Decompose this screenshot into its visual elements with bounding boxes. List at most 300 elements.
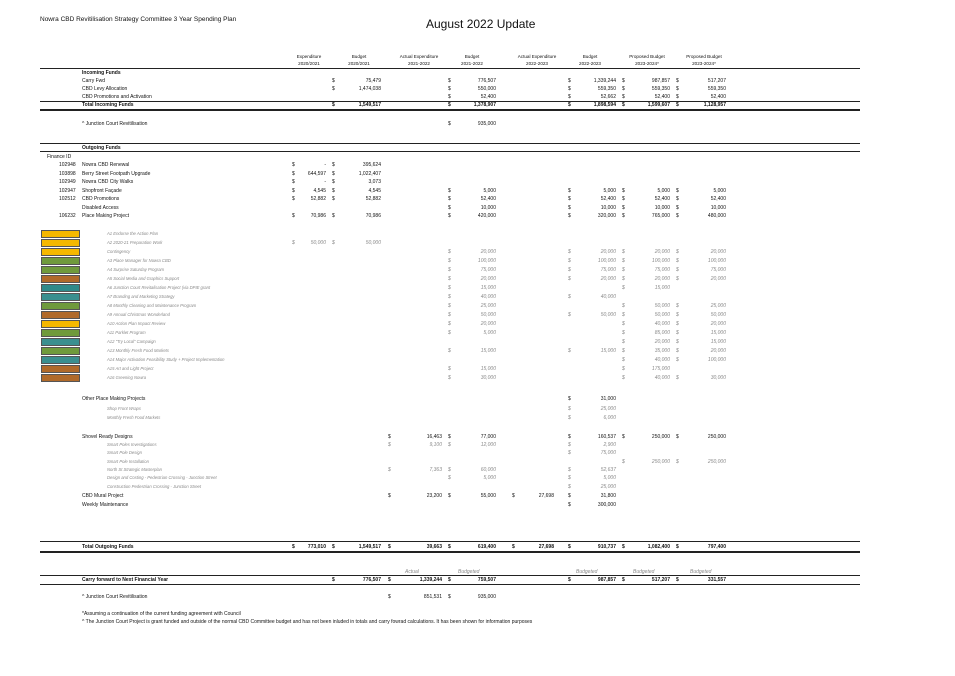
currency-sign: $ — [676, 249, 679, 255]
action-value: 40,000 — [480, 294, 496, 300]
currency-sign: $ — [622, 258, 625, 264]
shovel-sub-label: Design and Costing - Pedestrian Crossing - Junction Street — [107, 475, 217, 481]
column-header-line1: Proposed Budget — [686, 54, 722, 59]
action-color-box — [41, 239, 80, 247]
shovel-sub-value: 25,000 — [600, 483, 616, 490]
currency-sign: $ — [448, 366, 451, 372]
currency-sign: $ — [622, 213, 625, 219]
column-header-line1: Proposed Budget — [629, 54, 665, 59]
action-item-label: A3 Place Manager for Nowra CBD — [107, 258, 171, 263]
document-title: Nowra CBD Revitilisation Strategy Committee 3 Year Spending Plan — [40, 16, 237, 23]
currency-sign: $ — [568, 204, 571, 211]
currency-sign: $ — [676, 330, 679, 336]
currency-sign: $ — [568, 475, 571, 482]
currency-sign: $ — [388, 434, 391, 440]
incoming-total-value: 1,549,517 — [358, 102, 381, 108]
currency-sign: $ — [568, 294, 571, 300]
currency-sign: $ — [448, 196, 451, 202]
currency-sign: $ — [448, 121, 451, 127]
currency-sign: $ — [512, 544, 515, 550]
divider-line — [40, 109, 860, 111]
total-outgoing-value: 797,400 — [707, 544, 726, 550]
currency-sign: $ — [292, 170, 295, 177]
action-item-label: A6 Junction Court Revitalisation Project (via DPIE grant — [107, 285, 211, 290]
other-sub-label: Monthly Fresh Food Markets — [107, 415, 161, 420]
currency-sign: $ — [448, 258, 451, 264]
outgoing-row-label: CBD Promotions — [82, 196, 120, 202]
action-color-box — [41, 257, 80, 265]
junction-value: 935,000 — [477, 121, 496, 127]
outgoing-value: 395,624 — [362, 162, 381, 168]
currency-sign: $ — [568, 213, 571, 219]
outgoing-value: 420,000 — [477, 213, 496, 219]
footnote: *Assuming a continuation of the current funding agreement with Council — [82, 611, 241, 617]
currency-sign: $ — [448, 187, 451, 194]
currency-sign: $ — [448, 94, 451, 100]
carry-tag: Budgeted — [633, 569, 655, 575]
divider-line — [40, 541, 860, 542]
incoming-value: 550,000 — [477, 86, 496, 92]
outgoing-value: 52,400 — [654, 196, 670, 202]
action-color-box — [41, 356, 80, 364]
currency-sign: $ — [622, 303, 625, 309]
outgoing-value: 52,882 — [310, 196, 326, 202]
total-outgoing-value: 619,400 — [477, 544, 496, 550]
currency-sign: $ — [622, 312, 625, 318]
action-item-label: A13 Monthly Fresh Food Markets — [107, 348, 169, 353]
currency-sign: $ — [568, 466, 571, 473]
outgoing-value: 10,000 — [654, 204, 670, 211]
currency-sign: $ — [332, 213, 335, 219]
currency-sign: $ — [622, 86, 625, 92]
shovel-sub-value: 2,900 — [603, 442, 616, 448]
column-header-line1: Budget — [582, 54, 598, 59]
currency-sign: $ — [332, 78, 335, 84]
total-outgoing-value: 1,082,400 — [647, 544, 670, 550]
action-item-label: A4 Surprise Saturday Program — [107, 267, 165, 272]
outgoing-value: 52,400 — [480, 196, 496, 202]
currency-sign: $ — [568, 442, 571, 448]
currency-sign: $ — [676, 321, 679, 327]
outgoing-row-label: Nowra CBD Renewal — [82, 162, 130, 168]
action-value: 75,000 — [654, 267, 670, 273]
currency-sign: $ — [292, 544, 295, 550]
outgoing-value: 70,986 — [365, 213, 381, 219]
incoming-value: 52,400 — [710, 94, 726, 100]
finance-id: 106232 — [59, 213, 76, 219]
column-header-line1: Expenditure — [296, 54, 322, 59]
action-color-box — [41, 230, 80, 238]
currency-sign: $ — [388, 466, 391, 473]
currency-sign: $ — [448, 375, 451, 381]
currency-sign: $ — [448, 249, 451, 255]
currency-sign: $ — [676, 434, 679, 440]
currency-sign: $ — [448, 348, 451, 354]
action-value: 50,000 — [480, 312, 496, 318]
action-color-box — [41, 275, 80, 283]
action-value: 20,000 — [480, 321, 496, 327]
finance-id: 102512 — [59, 196, 76, 202]
outgoing-value: 52,400 — [600, 196, 616, 202]
action-value: 100,000 — [597, 258, 616, 264]
incoming-value: 52,662 — [600, 94, 616, 100]
currency-sign: $ — [676, 267, 679, 273]
action-value: 100,000 — [651, 258, 670, 264]
currency-sign: $ — [448, 475, 451, 482]
outgoing-value: 3,073 — [368, 179, 381, 185]
currency-sign: $ — [448, 204, 451, 211]
column-header-line1: Budget — [464, 54, 480, 59]
outgoing-value: 5,000 — [603, 187, 616, 194]
currency-sign: $ — [622, 249, 625, 255]
currency-sign: $ — [622, 458, 625, 465]
shovel-sub-value: 75,000 — [600, 450, 616, 457]
currency-sign: $ — [622, 357, 625, 363]
currency-sign: $ — [622, 577, 625, 583]
outgoing-value: - — [324, 179, 326, 185]
mural-value: 55,000 — [480, 493, 496, 499]
outgoing-value: 4,545 — [368, 187, 381, 194]
action-value: 40,000 — [654, 375, 670, 381]
incoming-value: 517,207 — [707, 78, 726, 84]
divider-line — [40, 584, 860, 585]
action-value: 100,000 — [707, 357, 726, 363]
carry-forward-value: 759,507 — [477, 577, 496, 583]
action-value: 75,000 — [480, 267, 496, 273]
currency-sign: $ — [332, 179, 335, 185]
action-value: 50,000 — [310, 240, 326, 246]
currency-sign: $ — [332, 577, 335, 583]
junction-label: ^ Junction Court Revitilisation — [82, 121, 148, 127]
currency-sign: $ — [448, 493, 451, 499]
currency-sign: $ — [292, 187, 295, 194]
currency-sign: $ — [512, 493, 515, 499]
currency-sign: $ — [568, 502, 571, 508]
incoming-value: 776,507 — [477, 78, 496, 84]
currency-sign: $ — [676, 94, 679, 100]
action-value: 50,000 — [710, 312, 726, 318]
footnote: ^ The Junction Court Project is grant funded and outside of the normal CBD Committee budget and has not been inluded in totals and carry fowrad calculations. It has been shown for information purposes — [82, 619, 533, 625]
action-item-label: A14 Major Activation Feasibility Study + Project Implementation — [107, 357, 225, 362]
incoming-total-value: 1,898,594 — [593, 102, 616, 108]
shovel-sub-value: 5,000 — [603, 475, 616, 482]
junction2-value: 851,531 — [423, 594, 442, 600]
finance-id: 102948 — [59, 162, 76, 168]
currency-sign: $ — [622, 321, 625, 327]
currency-sign: $ — [568, 483, 571, 490]
incoming-value: 559,350 — [651, 86, 670, 92]
currency-sign: $ — [568, 196, 571, 202]
column-header-line2: 2023-2024* — [692, 61, 716, 66]
outgoing-row-label: Nowra CBD City Walks — [82, 179, 134, 185]
action-color-box — [41, 320, 80, 328]
currency-sign: $ — [568, 249, 571, 255]
incoming-value: 987,857 — [651, 78, 670, 84]
action-color-box — [41, 284, 80, 292]
shovel-sub-label: Smart Poles Investigations — [107, 442, 157, 447]
outgoing-value: - — [324, 162, 326, 168]
weekly-value: 300,000 — [597, 502, 616, 508]
incoming-total-label: Total Incoming Funds — [82, 102, 134, 108]
currency-sign: $ — [448, 434, 451, 440]
outgoing-heading: Outgoing Funds — [82, 145, 121, 151]
column-header-line2: 2020/2021 — [298, 61, 320, 66]
column-header-line1: Actual Expenditure — [517, 54, 557, 59]
currency-sign: $ — [676, 577, 679, 583]
action-color-box — [41, 374, 80, 382]
outgoing-value: 10,000 — [480, 204, 496, 211]
currency-sign: $ — [448, 303, 451, 309]
other-sub-value: 6,000 — [603, 415, 616, 421]
action-value: 40,000 — [654, 321, 670, 327]
currency-sign: $ — [568, 450, 571, 457]
action-item-label: A10 Action Plan Impact Review — [107, 321, 166, 326]
currency-sign: $ — [622, 276, 625, 282]
column-header — [332, 53, 386, 67]
outgoing-row-label: Disabled Access — [82, 204, 119, 211]
incoming-value: 52,400 — [654, 94, 670, 100]
currency-sign: $ — [676, 339, 679, 345]
currency-sign: $ — [676, 86, 679, 92]
currency-sign: $ — [388, 594, 391, 600]
currency-sign: $ — [622, 339, 625, 345]
currency-sign: $ — [676, 544, 679, 550]
currency-sign: $ — [292, 240, 295, 246]
shovel-heading: Shovel Ready Designs — [82, 434, 133, 440]
junction2-label: ^ Junction Court Revitilisation — [82, 594, 148, 600]
currency-sign: $ — [622, 348, 625, 354]
currency-sign: $ — [676, 303, 679, 309]
action-item-label: A8 Monthly Cleaning and Maintenance Program — [107, 303, 197, 308]
action-value: 100,000 — [707, 258, 726, 264]
carry-forward-value: 987,857 — [597, 577, 616, 583]
currency-sign: $ — [448, 321, 451, 327]
column-header-line2: 2023-2024* — [635, 61, 659, 66]
currency-sign: $ — [332, 240, 335, 246]
finance-id: 102947 — [59, 187, 76, 194]
shovel-sub-value: 250,000 — [707, 458, 726, 465]
currency-sign: $ — [676, 357, 679, 363]
outgoing-value: 10,000 — [710, 204, 726, 211]
divider-line — [40, 575, 860, 576]
currency-sign: $ — [568, 434, 571, 440]
currency-sign: $ — [622, 78, 625, 84]
incoming-value: 559,350 — [707, 86, 726, 92]
mural-value: 31,800 — [600, 493, 616, 499]
currency-sign: $ — [568, 544, 571, 550]
action-value: 15,000 — [710, 330, 726, 336]
currency-sign: $ — [448, 577, 451, 583]
shovel-sub-value: 12,000 — [480, 442, 496, 448]
action-value: 15,000 — [480, 366, 496, 372]
shovel-sub-value: 7,363 — [429, 466, 442, 473]
incoming-total-value: 1,378,907 — [473, 102, 496, 108]
action-item-label: Contingency — [107, 249, 131, 254]
incoming-row-label: CBD Levy Allocation — [82, 86, 128, 92]
action-color-box — [41, 302, 80, 310]
total-outgoing-value: 27,698 — [538, 544, 554, 550]
action-value: 50,000 — [654, 303, 670, 309]
currency-sign: $ — [622, 204, 625, 211]
action-item-label: A9 Annual Christmas Wonderland — [107, 312, 170, 317]
action-color-box — [41, 248, 80, 256]
incoming-total-value: 1,599,607 — [647, 102, 670, 108]
currency-sign: $ — [388, 442, 391, 448]
outgoing-value: 52,400 — [710, 196, 726, 202]
column-header — [392, 53, 446, 67]
column-header — [677, 53, 731, 67]
incoming-row-label: CBD Promotions and Activation — [82, 94, 152, 100]
action-value: 20,000 — [710, 276, 726, 282]
action-value: 30,000 — [710, 375, 726, 381]
action-color-box — [41, 311, 80, 319]
currency-sign: $ — [676, 276, 679, 282]
total-outgoing-value: 773,010 — [307, 544, 326, 550]
currency-sign: $ — [676, 458, 679, 465]
shovel-sub-label: Smart Pole Design — [107, 450, 142, 456]
currency-sign: $ — [622, 544, 625, 550]
currency-sign: $ — [622, 102, 625, 108]
action-value: 15,000 — [480, 285, 496, 291]
finance-id-label: Finance ID — [47, 154, 72, 160]
weekly-label: Weekly Maintenance — [82, 502, 129, 508]
action-item-label: A12 "Try Local" Campaign — [107, 339, 156, 344]
outgoing-row-label: Shopfront Façade — [82, 187, 122, 194]
currency-sign: $ — [568, 348, 571, 354]
other-value: 31,000 — [600, 396, 616, 402]
incoming-row-label: Carry Fwd — [82, 78, 106, 84]
outgoing-value: 10,000 — [600, 204, 616, 211]
action-value: 20,000 — [480, 249, 496, 255]
currency-sign: $ — [568, 258, 571, 264]
action-value: 20,000 — [710, 348, 726, 354]
currency-sign: $ — [622, 196, 625, 202]
incoming-value: 75,479 — [365, 78, 381, 84]
shovel-value: 160,537 — [597, 434, 616, 440]
action-value: 50,000 — [365, 240, 381, 246]
divider-line — [40, 551, 860, 553]
currency-sign: $ — [292, 179, 295, 185]
column-header — [563, 53, 617, 67]
action-color-box — [41, 293, 80, 301]
currency-sign: $ — [568, 94, 571, 100]
carry-forward-value: 331,557 — [707, 577, 726, 583]
currency-sign: $ — [676, 375, 679, 381]
other-sub-value: 25,000 — [600, 406, 616, 412]
carry-tag: Actual — [405, 569, 419, 575]
currency-sign: $ — [448, 276, 451, 282]
carry-tag: Budgeted — [458, 569, 480, 575]
action-value: 15,000 — [480, 348, 496, 354]
action-value: 40,000 — [600, 294, 616, 300]
currency-sign: $ — [568, 493, 571, 499]
column-header-line2: 2020/2021 — [348, 61, 370, 66]
currency-sign: $ — [448, 594, 451, 600]
currency-sign: $ — [448, 102, 451, 108]
shovel-sub-label: Smart Pole Installation — [107, 458, 149, 464]
currency-sign: $ — [388, 544, 391, 550]
currency-sign: $ — [676, 258, 679, 264]
outgoing-value: 480,000 — [707, 213, 726, 219]
currency-sign: $ — [676, 312, 679, 318]
action-item-label: A16 Greening Nowra — [107, 375, 147, 380]
shovel-sub-label: Construction Pedestrian Crossing - Junction Street — [107, 483, 202, 489]
currency-sign: $ — [448, 312, 451, 318]
currency-sign: $ — [568, 86, 571, 92]
action-value: 15,000 — [654, 285, 670, 291]
shovel-value: 250,000 — [707, 434, 726, 440]
outgoing-row-label: Berry Street Footpath Upgrade — [82, 170, 151, 177]
action-value: 50,000 — [654, 312, 670, 318]
currency-sign: $ — [622, 187, 625, 194]
shovel-sub-value: 9,100 — [429, 442, 442, 448]
column-header-line2: 2021-2022 — [408, 61, 430, 66]
currency-sign: $ — [332, 196, 335, 202]
other-heading: Other Place Making Projects — [82, 396, 146, 402]
outgoing-value: 52,882 — [365, 196, 381, 202]
currency-sign: $ — [332, 102, 335, 108]
currency-sign: $ — [676, 348, 679, 354]
currency-sign: $ — [332, 170, 335, 177]
action-color-box — [41, 347, 80, 355]
currency-sign: $ — [448, 78, 451, 84]
action-item-label: A5 Social Media and Graphics Support — [107, 276, 180, 281]
action-value: 20,000 — [600, 249, 616, 255]
column-header-line1: Actual Expenditure — [399, 54, 439, 59]
currency-sign: $ — [676, 78, 679, 84]
carry-tag: Budgeted — [690, 569, 712, 575]
divider-line — [40, 68, 860, 69]
carry-forward-label: Carry forward to Next Financial Year — [82, 577, 169, 583]
shovel-value: 77,000 — [480, 434, 496, 440]
action-item-label: A1 Endorse the Action Plan — [107, 231, 159, 236]
mural-value: 23,200 — [426, 493, 442, 499]
currency-sign: $ — [622, 285, 625, 291]
currency-sign: $ — [292, 196, 295, 202]
action-value: 20,000 — [600, 276, 616, 282]
action-color-box — [41, 329, 80, 337]
currency-sign: $ — [622, 375, 625, 381]
shovel-value: 250,000 — [651, 434, 670, 440]
action-value: 100,000 — [477, 258, 496, 264]
incoming-value: 559,350 — [597, 86, 616, 92]
currency-sign: $ — [568, 78, 571, 84]
action-value: 20,000 — [710, 249, 726, 255]
action-value: 25,000 — [480, 303, 496, 309]
currency-sign: $ — [292, 162, 295, 168]
column-header-line2: 2021-2022 — [461, 61, 483, 66]
outgoing-value: 644,597 — [307, 170, 326, 177]
action-value: 25,000 — [710, 303, 726, 309]
action-item-label: A7 Branding and Marketing Strategy — [107, 294, 175, 299]
outgoing-value: 5,000 — [713, 187, 726, 194]
column-header-line1: Budget — [351, 54, 367, 59]
currency-sign: $ — [568, 187, 571, 194]
action-value: 75,000 — [600, 267, 616, 273]
currency-sign: $ — [568, 312, 571, 318]
currency-sign: $ — [332, 187, 335, 194]
shovel-sub-value: 60,000 — [480, 466, 496, 473]
finance-id: 103898 — [59, 170, 76, 177]
incoming-total-value: 1,128,957 — [703, 102, 726, 108]
currency-sign: $ — [568, 577, 571, 583]
carry-forward-value: 517,207 — [651, 577, 670, 583]
incoming-value: 1,474,038 — [358, 86, 381, 92]
currency-sign: $ — [622, 366, 625, 372]
currency-sign: $ — [448, 213, 451, 219]
action-item-label: A11 Parklet Program — [107, 330, 146, 335]
outgoing-value: 70,986 — [310, 213, 326, 219]
